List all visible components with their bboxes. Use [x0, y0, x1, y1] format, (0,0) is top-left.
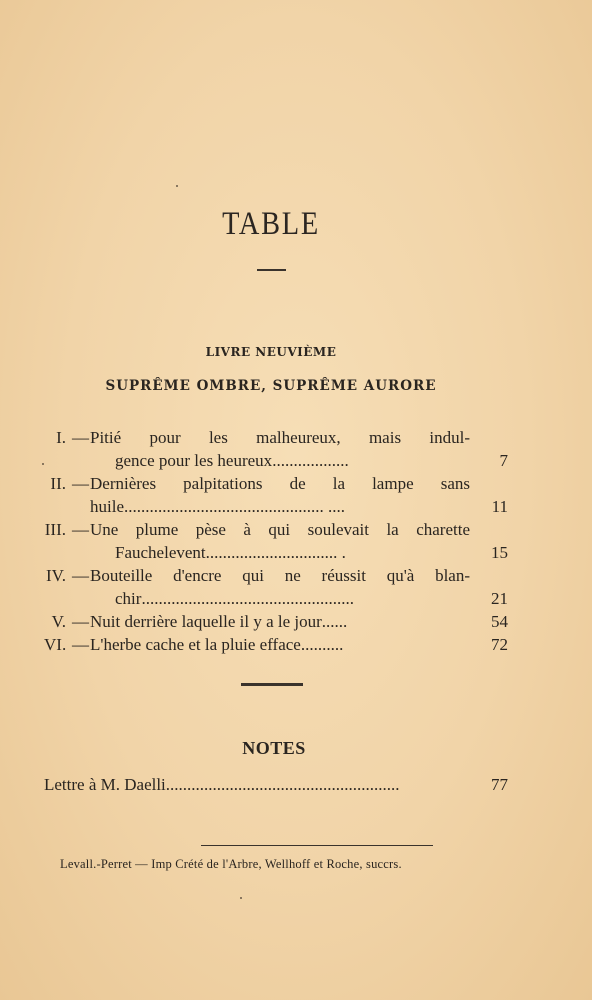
- book-label: LIVRE NEUVIÈME: [205, 345, 337, 359]
- chapter-page: 15: [491, 543, 508, 562]
- toc-entry: [44, 472, 514, 495]
- leader-dots: ......: [321, 612, 348, 631]
- chapter-dash: —: [72, 566, 89, 585]
- notes-entry-title: Lettre à M. Daelli.......................................................: [44, 775, 400, 794]
- leader-dots: ............................... .: [205, 543, 346, 562]
- leader-dots: ..................: [272, 451, 349, 470]
- notes-entry-page: 77: [491, 775, 508, 794]
- chapter-dash: —: [72, 612, 89, 631]
- chapter-page: 11: [491, 497, 508, 516]
- leader-dots: .......................................................: [165, 775, 400, 794]
- chapter-title-line: Fauchelevent............................... .: [115, 543, 346, 562]
- leader-dots: ..........: [300, 635, 344, 654]
- toc-entry: [44, 564, 514, 587]
- leader-dots: ............................................... ....: [124, 497, 345, 516]
- page-title: TABLE: [222, 206, 320, 242]
- chapter-numeral: V.: [51, 612, 66, 631]
- chapter-title-line: huile............................................... ....: [90, 497, 345, 516]
- chapter-title-line: Nuit derrière laquelle il y a le jour......: [90, 612, 348, 631]
- toc-entry: [44, 633, 514, 656]
- paper-speck: [42, 463, 44, 465]
- chapter-dash: —: [72, 520, 89, 539]
- toc-entry: [44, 610, 514, 633]
- footer-rule: [201, 845, 433, 846]
- chapter-title-line: L'herbe cache et la pluie efface..........: [90, 635, 344, 654]
- chapter-numeral: I.: [56, 428, 66, 447]
- chapter-numeral: III.: [44, 520, 66, 539]
- chapter-dash: —: [72, 635, 89, 654]
- paper-speck: [240, 897, 242, 899]
- chapter-numeral: II.: [50, 474, 66, 493]
- chapter-page: 21: [491, 589, 508, 608]
- chapter-title-line: Pitié pour les malheureux, mais indul-: [90, 428, 470, 447]
- chapter-title-line: Une plume pèse à qui soulevait la charette: [90, 520, 470, 539]
- toc-entry-continuation: [44, 587, 514, 610]
- chapter-page: 54: [491, 612, 508, 631]
- toc-entry-continuation: [44, 449, 514, 472]
- notes-entry: [44, 775, 514, 798]
- chapter-numeral: IV.: [46, 566, 66, 585]
- leader-dots: ..................................................: [141, 589, 354, 608]
- chapter-title-line: Dernières palpitations de la lampe sans: [90, 474, 470, 493]
- toc-entry: [44, 518, 514, 541]
- chapter-title-line: Bouteille d'encre qui ne réussit qu'à blan-: [90, 566, 470, 585]
- chapter-numeral: VI.: [44, 635, 67, 654]
- chapter-title-line: chir..................................................: [115, 589, 354, 608]
- toc-entry: [44, 426, 514, 449]
- paper-speck: [176, 185, 178, 187]
- toc-entry-continuation: [44, 495, 514, 518]
- printer-imprint: Levall.-Perret — Imp Crété de l'Arbre, Wellhoff et Roche, succrs.: [60, 857, 402, 871]
- chapter-page: 72: [491, 635, 508, 654]
- table-of-contents: [44, 426, 514, 656]
- toc-entry-continuation: [44, 541, 514, 564]
- chapter-page: 7: [499, 451, 508, 470]
- chapter-dash: —: [72, 474, 89, 493]
- book-subtitle: SUPRÊME OMBRE, SUPRÊME AURORE: [105, 378, 437, 394]
- chapter-title-line: gence pour les heureux..................: [115, 451, 349, 470]
- chapter-dash: —: [72, 428, 89, 447]
- section-rule: [241, 683, 303, 686]
- notes-heading: NOTES: [242, 738, 306, 758]
- title-rule: [257, 269, 286, 271]
